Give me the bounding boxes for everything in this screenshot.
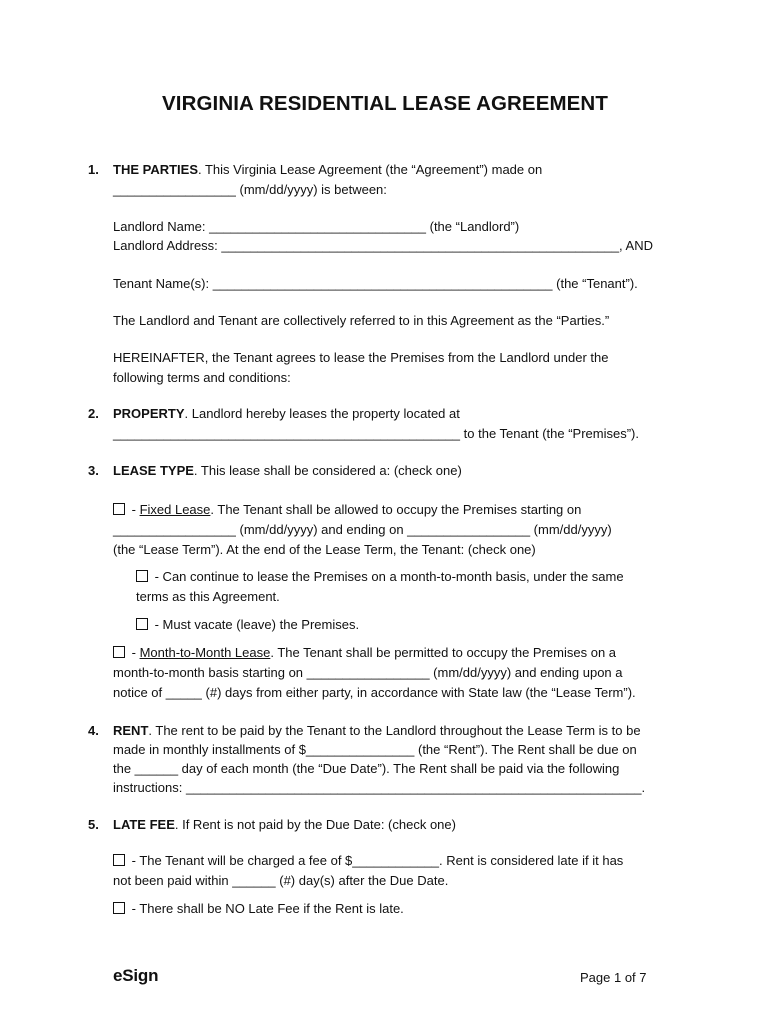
continue-lease-text: - Can continue to lease the Premises on a month-to-month basis, under the same <box>151 569 624 584</box>
section-1-date-line: _________________ (mm/dd/yyyy) is between: <box>113 182 387 197</box>
fixed-lease-checkbox[interactable] <box>113 503 125 515</box>
section-number-2: 2. <box>88 406 99 421</box>
tenant-name-field: Tenant Name(s): _______________________________________________ (the “Tenant”). <box>113 276 638 291</box>
no-late-fee-checkbox[interactable] <box>113 902 125 914</box>
section-2-heading: PROPERTY <box>113 406 185 421</box>
landlord-address-field: Landlord Address: _______________________________________________________, AND <box>113 238 654 253</box>
month-to-month-notice: notice of _____ (#) days from either party, in accordance with State law (the “Lease Term”). <box>113 685 636 700</box>
section-4-text: . The rent to be paid by the Tenant to the Landlord throughout the Lease Term is to be <box>148 723 641 738</box>
vacate-text: - Must vacate (leave) the Premises. <box>151 617 360 632</box>
vacate-checkbox[interactable] <box>136 618 148 630</box>
month-to-month-label: Month-to-Month Lease <box>139 645 271 660</box>
section-5-text: . If Rent is not paid by the Due Date: (check one) <box>174 817 456 832</box>
section-2-text: . Landlord hereby leases the property located at <box>184 406 460 421</box>
section-4-line-1 <box>113 721 641 741</box>
section-1-line-1 <box>113 160 542 180</box>
rent-instructions-line: instructions: _______________________________________________________________. <box>113 780 646 795</box>
rent-amount-line: made in monthly installments of $_______________ (the “Rent”). The Rent shall be due on <box>113 742 637 757</box>
late-fee-checkbox[interactable] <box>113 854 125 866</box>
section-1-heading: THE PARTIES <box>113 162 198 177</box>
section-1-text: . This Virginia Lease Agreement (the “Agreement”) made on <box>198 162 543 177</box>
esign-logo: eSign <box>113 966 159 985</box>
vacate-option <box>136 615 359 635</box>
section-3-line-1 <box>113 461 462 481</box>
fixed-lease-term: (the “Lease Term”). At the end of the Lease Term, the Tenant: (check one) <box>113 542 536 557</box>
late-fee-option <box>113 851 623 871</box>
section-number-5: 5. <box>88 817 99 832</box>
late-fee-text-2: not been paid within ______ (#) day(s) after the Due Date. <box>113 873 449 888</box>
month-to-month-text: . The Tenant shall be permitted to occupy the Premises on a <box>270 645 617 660</box>
fixed-lease-option <box>113 500 581 520</box>
continue-lease-checkbox[interactable] <box>136 570 148 582</box>
continue-lease-text-2: terms as this Agreement. <box>136 589 280 604</box>
section-4-heading: RENT <box>113 723 149 738</box>
month-to-month-checkbox[interactable] <box>113 646 125 658</box>
fixed-lease-text: . The Tenant shall be allowed to occupy the Premises starting on <box>210 502 582 517</box>
page-number: Page 1 of 7 <box>580 970 647 985</box>
section-3-text: . This lease shall be considered a: (check one) <box>193 463 462 478</box>
no-late-fee-option <box>113 899 404 919</box>
section-3-heading: LEASE TYPE <box>113 463 194 478</box>
section-number-1: 1. <box>88 162 99 177</box>
continue-lease-option <box>136 567 624 587</box>
section-2-line-1 <box>113 404 460 424</box>
month-to-month-dash: - <box>128 645 140 660</box>
parties-paragraph: The Landlord and Tenant are collectively referred to in this Agreement as the “Parties.” <box>113 313 610 328</box>
month-to-month-option <box>113 643 616 663</box>
fixed-lease-dash: - <box>128 502 140 517</box>
hereinafter-line-2: following terms and conditions: <box>113 370 291 385</box>
fixed-lease-label: Fixed Lease <box>139 502 211 517</box>
month-to-month-dates: month-to-month basis starting on _________________ (mm/dd/yyyy) and ending upon a <box>113 665 623 680</box>
section-number-3: 3. <box>88 463 99 478</box>
section-5-line-1 <box>113 815 456 835</box>
section-5-heading: LATE FEE <box>113 817 175 832</box>
property-address-field: ________________________________________________ to the Tenant (the “Premises”). <box>113 426 639 441</box>
fixed-lease-dates: _________________ (mm/dd/yyyy) and ending on _________________ (mm/dd/yyyy) <box>113 522 612 537</box>
no-late-fee-text: - There shall be NO Late Fee if the Rent is late. <box>128 901 404 916</box>
rent-due-date-line: the ______ day of each month (the “Due Date”). The Rent shall be paid via the following <box>113 761 620 776</box>
section-number-4: 4. <box>88 723 99 738</box>
landlord-name-field: Landlord Name: ______________________________ (the “Landlord”) <box>113 219 520 234</box>
late-fee-text: - The Tenant will be charged a fee of $____________. Rent is considered late if it has <box>128 853 624 868</box>
document-title: VIRGINIA RESIDENTIAL LEASE AGREEMENT <box>162 92 608 115</box>
hereinafter-line-1: HEREINAFTER, the Tenant agrees to lease the Premises from the Landlord under the <box>113 350 609 365</box>
